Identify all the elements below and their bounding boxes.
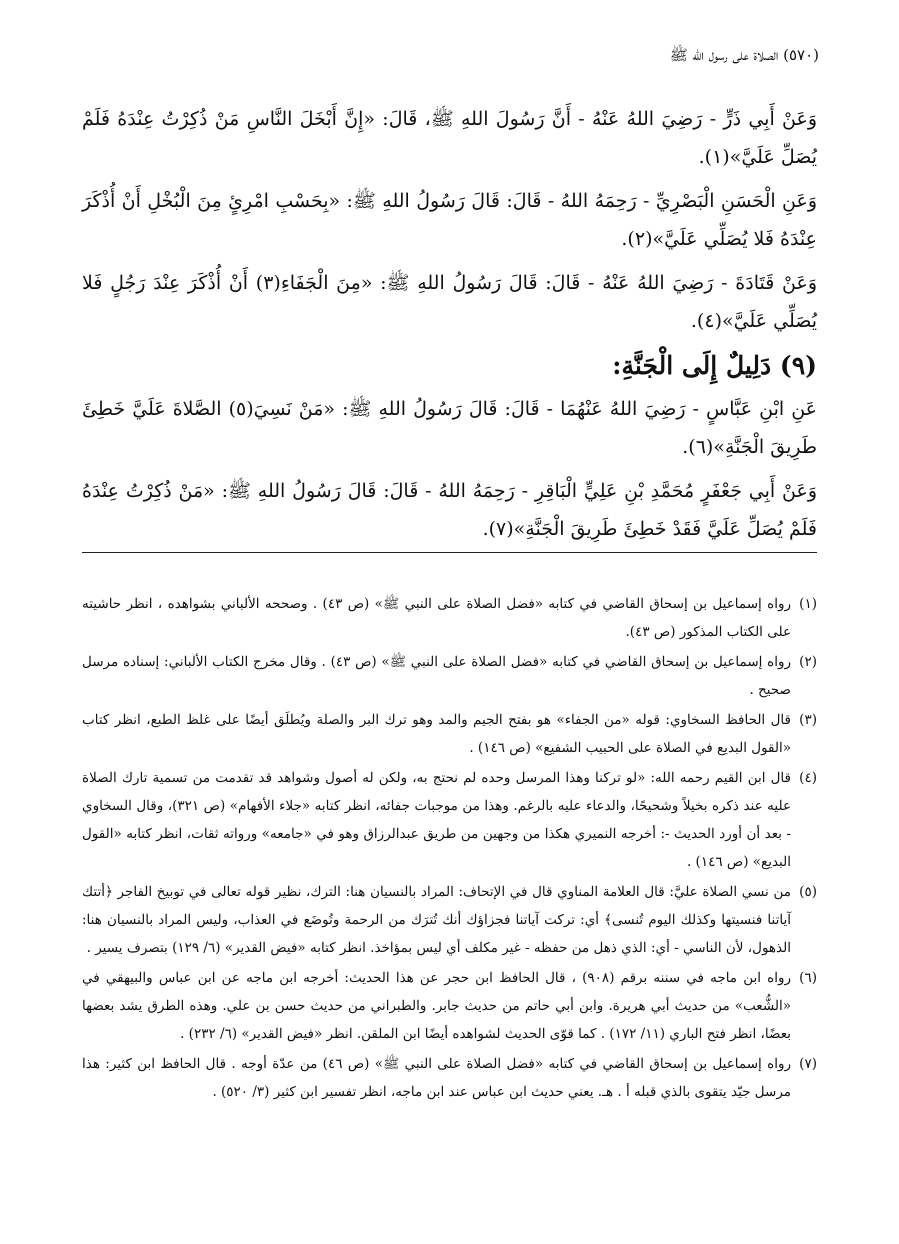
main-text [82,100,817,554]
footnote-text: رواه إسماعيل بن إسحاق القاضي في كتابه «فضل الصلاة على النبي ﷺ» (ص ٤٣) . وقال مخرج الكتاب الألباني: إسناده مرسل صحيح . [82,654,791,698]
footnote-text: قال ابن القيم رحمه الله: «لو تركنا وهذا المرسل وحده لم نحتج به، ولكن له أصول وشواهد قد تقدمت من تسمية تارك الصلاة عليه عند ذكره بخيلاً وشحيحًا، والدعاء عليه بالرغم. وهذا من موجبات جفائه، انظر كتابه «جلاء الأفهام» (ص ٣٢١)، وقال السخاوي - بعد أن أورد الحديث -: أخرجه النميري هكذا من وجهين من طريق عبدالرزاق وهو في «جامعه» ورواته ثقات، انظر كتابه «القول البديع» (ص ١٤٦) . [82,770,792,870]
footnote-number: (٣) [799,712,817,728]
footnote-text: من نسي الصلاة عليَّ: قال العلامة المناوي قال في الإتحاف: المراد بالنسيان هنا: الترك، نظير قوله تعالى في توبيخ الفاجر ﴿أتتك آياتنا فنسيتها وكذلك اليوم تُنسى﴾ أي: تركت آياتنا فجزاؤك أنك تُترَك من الرحمة وتُوضَع في العذاب، وليس المراد بالنسيان هنا: الذهول، لأن الناسي - أي: الذي ذهل من حفظه - غير مكلف أي ليس بمؤاخذ. انظر كتابه «فيض القدير» (٦/ ١٢٩) بتصرف يسير . [82,884,791,956]
footnote [82,706,817,762]
hadith-paragraph: وَعَنِ الْحَسَنِ الْبَصْرِيِّ - رَحِمَهُ اللهُ - قَالَ: قَالَ رَسُولُ اللهِ ﷺ: «بِحَسْبِ امْرِئٍ مِنَ الْبُخْلِ أَنْ أُذْكَرَ عِنْدَهُ فَلا يُصَلِّي عَلَيَّ»(٢). [82,190,817,250]
footnote-text: رواه ابن ماجه في سننه برقم (٩٠٨) ، قال الحافظ ابن حجر عن هذا الحديث: أخرجه ابن ماجه عن ابن عباس والبيهقي في «الشُّعب» من حديث أبي هريرة. وابن أبي حاتم من حديث جابر. والطبراني من حديث حسن بن علي. وهذه الطرق يشد بعضها بعضًا، انظر فتح الباري (١١/ ١٧٢) . كما قوّى الحديث لشواهده أيضًا ابن الملقن. انظر «فيض القدير» (٦/ ٢٣٢) . [82,970,791,1042]
hadith-paragraph: وَعَنْ أَبِي ذَرٍّ - رَضِيَ اللهُ عَنْهُ - أَنَّ رَسُولَ اللهِ ﷺ، قَالَ: «إِنَّ أَبْخَلَ النَّاسِ مَنْ ذُكِرْتُ عِنْدَهُ فَلَمْ يُصَلِّ عَلَيَّ»(١). [82,108,817,168]
footnote-text: قال الحافظ السخاوي: قوله «من الجفاء» هو بفتح الجيم والمد وهو ترك البر والصلة ويُطلَق أيضًا على غلظ الطبع، انظر كتاب «القول البديع في الصلاة على الحبيب الشفيع» (ص ١٤٦) . [82,712,791,756]
footnote [82,964,817,1048]
footnote-number: (٧) [799,1056,817,1072]
hadith-paragraph: وَعَنْ قَتَادَةَ - رَضِيَ اللهُ عَنْهُ - قَالَ: قَالَ رَسُولُ اللهِ ﷺ: «مِنَ الْجَفَاءِ(٣) أَنْ أُذْكَرَ عِنْدَ رَجُلٍ فَلا يُصَلِّي عَلَيَّ»(٤). [82,272,817,332]
footnote-number: (٢) [799,654,817,670]
hadith-paragraph: وَعَنْ أَبِي جَعْفَرٍ مُحَمَّدِ بْنِ عَلِيٍّ الْبَاقِرِ - رَحِمَهُ اللهُ - قَالَ: قَالَ رَسُولُ اللهِ ﷺ: «مَنْ ذُكِرْتُ عِنْدَهُ فَلَمْ يُصَلِّ عَلَيَّ فَقَدْ خَطِئَ طَرِيقَ الْجَنَّةِ»(٧). [82,480,817,540]
footnote [82,1050,817,1106]
footnote-divider [82,552,817,553]
footnote [82,764,817,876]
footnote-number: (٤) [799,770,817,786]
running-head: (٥٧٠) الصلاة على رسول الله ﷺ [669,46,819,64]
footnote-text: رواه إسماعيل بن إسحاق القاضي في كتابه «فضل الصلاة على النبي ﷺ» (ص ٤٣) . وصححه الألباني بشواهده ، انظر حاشيته على الكتاب المذكور (ص ٤٣). [82,596,791,640]
footnote [82,590,817,646]
hadith-paragraph: عَنِ ابْنِ عَبَّاسٍ - رَضِيَ اللهُ عَنْهُمَا - قَالَ: قَالَ رَسُولُ اللهِ ﷺ: «مَنْ نَسِيَ(٥) الصَّلاةَ عَلَيَّ خَطِئَ طَرِيقَ الْجَنَّةِ»(٦). [82,398,817,458]
footnote-text: رواه إسماعيل بن إسحاق القاضي في كتابه «فضل الصلاة على النبي ﷺ» (ص ٤٦) من عدّة أوجه . قال الحافظ ابن كثير: هذا مرسل جيّد يتقوى بالذي قبله أ . هـ. يعني حديث ابن عباس عند ابن ماجه، انظر تفسير ابن كثير (٣/ ٥٢٠) . [82,1056,791,1100]
section-heading: (٩) دَلِيلٌ إِلَى الْجَنَّةِ: [612,351,817,380]
footnote [82,878,817,962]
footnote [82,648,817,704]
footnote-number: (٦) [799,970,817,986]
footnote-number: (٥) [799,884,817,900]
footnote-number: (١) [799,596,817,612]
footnotes [82,590,817,1108]
